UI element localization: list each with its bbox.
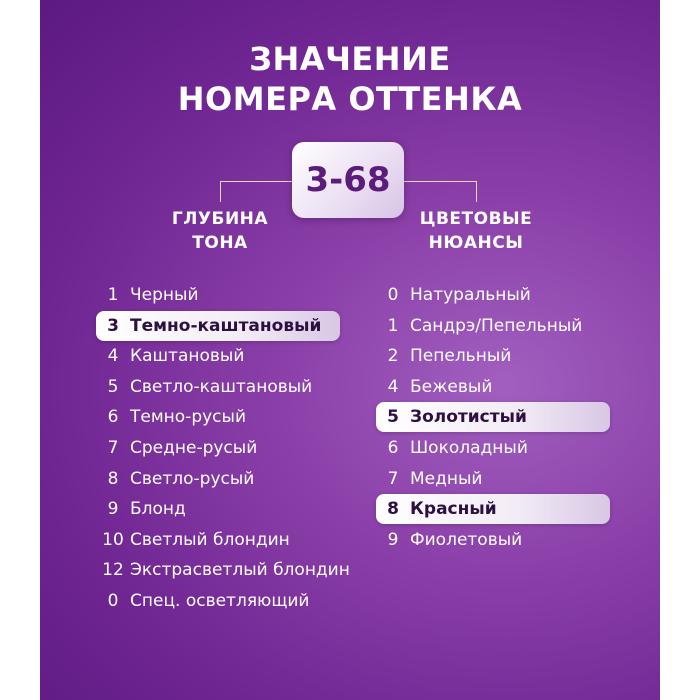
- depth-item: [96, 433, 257, 463]
- nuance-label: Шоколадный: [410, 438, 528, 458]
- depth-item: [96, 464, 254, 494]
- depth-label: Блонд: [130, 499, 186, 520]
- nuance-item: [376, 494, 610, 524]
- title-line-1: ЗНАЧЕНИЕ: [249, 40, 451, 78]
- depth-number: 9: [107, 499, 119, 520]
- nuance-label: Золотистый: [410, 407, 527, 428]
- nuance-number: 5: [387, 407, 399, 428]
- nuance-number: 9: [387, 529, 399, 550]
- nuance-label: Сандрэ/Пепельный: [410, 315, 583, 336]
- depth-item: [96, 341, 244, 371]
- depth-label: Светлый блондин: [130, 529, 290, 550]
- depth-item: [96, 402, 246, 432]
- depth-number: 1: [107, 285, 119, 305]
- depth-number: 5: [107, 376, 119, 397]
- depth-number: 7: [107, 438, 119, 458]
- depth-number: 10: [102, 529, 124, 550]
- depth-label: Черный: [130, 285, 199, 305]
- infographic-card: [40, 0, 660, 700]
- depth-label: Светло-русый: [130, 468, 255, 489]
- depth-label: Темно-каштановый: [130, 315, 322, 336]
- depth-heading: [164, 207, 276, 255]
- depth-label: Светло-каштановый: [130, 376, 313, 397]
- nuance-number: 0: [387, 285, 399, 305]
- depth-item: [96, 586, 309, 616]
- depth-number: 8: [107, 468, 119, 489]
- depth-label: Средне-русый: [130, 438, 258, 458]
- nuance-number: 1: [387, 315, 399, 336]
- nuance-label: Красный: [410, 499, 497, 520]
- nuance-heading-line-2: НЮАНСЫ: [428, 233, 524, 253]
- depth-item: [96, 555, 350, 585]
- nuance-number: 8: [387, 499, 399, 520]
- depth-item: [96, 372, 312, 402]
- nuance-number: 7: [387, 468, 399, 489]
- nuance-label: Пепельный: [410, 346, 512, 367]
- nuance-item: [376, 525, 522, 555]
- right-connector: [404, 181, 477, 202]
- nuance-item: [376, 372, 492, 402]
- depth-item: [96, 494, 186, 524]
- depth-label: Экстрасветлый блондин: [130, 560, 350, 581]
- nuance-heading: [412, 207, 540, 255]
- nuance-item: [376, 311, 582, 341]
- nuance-heading-line-1: ЦВЕТОВЫЕ: [419, 209, 533, 229]
- depth-number: 0: [107, 591, 119, 611]
- depth-item: [96, 280, 199, 310]
- nuance-item: [376, 402, 610, 432]
- nuance-number: 4: [387, 376, 399, 397]
- depth-label: Темно-русый: [130, 407, 246, 428]
- shade-code: 3-68: [305, 160, 391, 200]
- nuance-label: Фиолетовый: [410, 529, 523, 550]
- nuance-item: [376, 280, 531, 310]
- nuance-label: Медный: [410, 468, 483, 489]
- depth-heading-line-2: ТОНА: [192, 233, 248, 253]
- nuance-label: Бежевый: [410, 376, 493, 397]
- depth-item: [96, 525, 290, 555]
- nuance-number: 2: [387, 346, 399, 367]
- depth-number: 3: [107, 315, 119, 336]
- nuance-number: 6: [387, 438, 399, 458]
- depth-label: Спец. осветляющий: [130, 591, 310, 611]
- nuance-label: Натуральный: [410, 285, 531, 305]
- nuance-item: [376, 464, 482, 494]
- nuance-item: [376, 341, 511, 371]
- depth-item: [96, 311, 340, 341]
- title-line-2: НОМЕРА ОТТЕНКА: [177, 80, 523, 118]
- shade-code-box: [292, 142, 404, 218]
- depth-label: Каштановый: [130, 346, 245, 367]
- left-connector: [220, 181, 293, 202]
- depth-number: 4: [107, 346, 119, 367]
- depth-number: 12: [102, 560, 124, 581]
- depth-number: 6: [107, 407, 119, 428]
- nuance-item: [376, 433, 528, 463]
- depth-heading-line-1: ГЛУБИНА: [171, 209, 269, 229]
